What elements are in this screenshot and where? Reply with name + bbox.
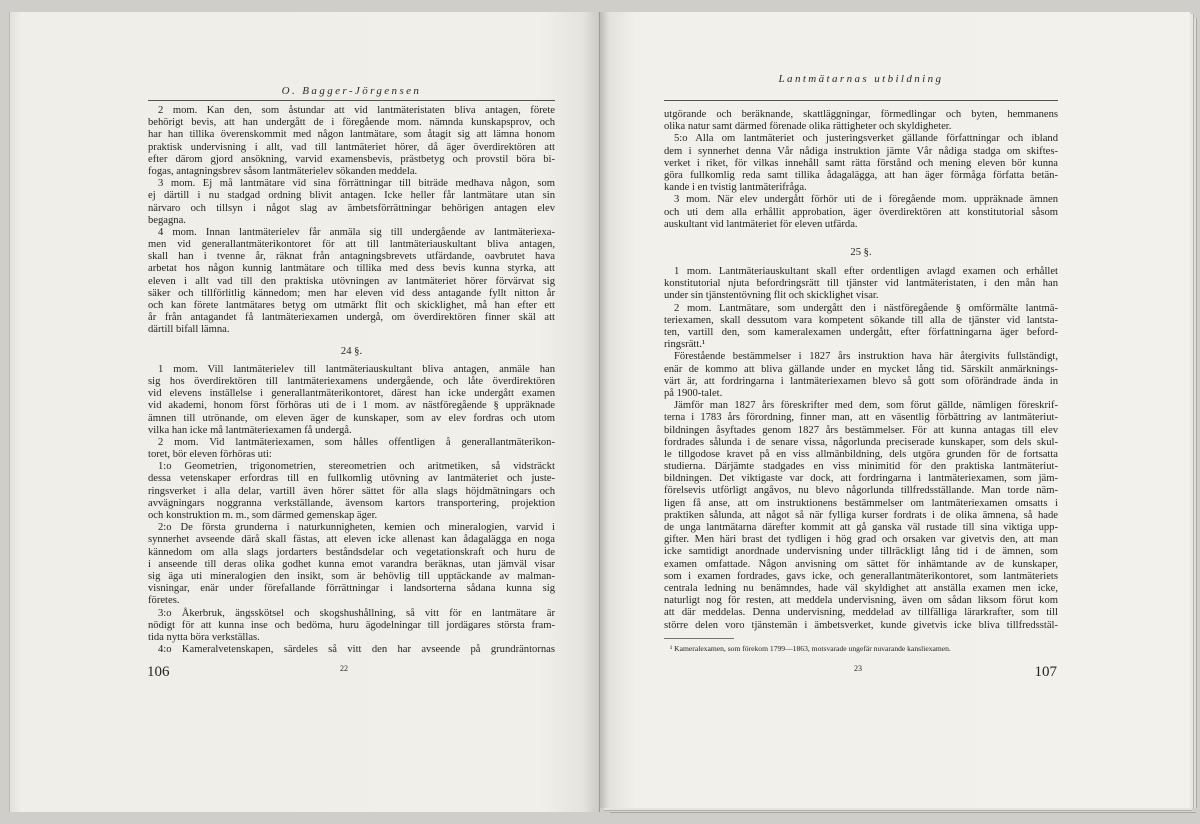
text-line: göra fullkomlig reda samt tillika ådagalägga, att han äger förmåga författa betän- <box>664 169 1058 181</box>
text-line: behörigt bevis, att han undergått de i föregående mom. nämnda kunskapsprov, och <box>148 117 555 129</box>
text-line: sig hos överdirektören till lantmäteriexamens undergående, och låte överdirektören <box>148 375 555 387</box>
running-head-left: O. Bagger-Jörgensen <box>281 85 422 97</box>
text-line: 2 mom. Kan den, som åstundar att vid lantmäteristaten bliva antagen, förete <box>158 105 555 116</box>
text-line: närvaro och tillsyn i något slag av ämbetsförrättningar behörigen antagen elev <box>148 202 555 214</box>
text-line: utgörande och beräknande, skattläggningar, förmedlingar och byten, hemmanens <box>664 109 1058 120</box>
page-number-right: 107 <box>1034 664 1057 680</box>
text-line: examen omfattade. Någon anvisning om sättet för inhämtande av de kunskaper, <box>664 558 1058 570</box>
text-line: praktisk undervisning i allt, vad till lantmäteriet hörer, då äger överdirektören att <box>148 141 555 153</box>
text-line: ten, vartill den, som kameralexamen undergått, efter författningarna äger beford- <box>664 327 1058 339</box>
text-line: under sin tjänstentövning flit och skicklighet visar. <box>664 290 879 302</box>
text-line: 2:o De första grunderna i naturkunnigheten, kemien och mineralogien, varvid i <box>158 522 555 534</box>
text-line: därtill bifall lämna. <box>148 324 230 336</box>
paragraph <box>664 109 1058 133</box>
text-line: konstitutorial njuta befordringsrätt till tjänster vid lantmäteristaten, i den mån han <box>664 278 1058 290</box>
text-line: fogas, antagningsbrev såsom lantmäterielev sökanden meddela. <box>148 165 418 177</box>
text-line: ligen få anse, att om instruktionens bestämmelser om lantmäteriexamen omsatts i <box>664 497 1058 509</box>
text-line: år från antagandet få lantmäteriexamen undergå, om överdirektören finner skäl att <box>148 312 555 324</box>
paragraph <box>148 461 555 522</box>
text-line: terna i 1783 års förordning, finner man, att en väsentlig förbättring av lantmäteriut- <box>664 412 1058 424</box>
text-line: i anseende till deras olika godhet kunna emot varandra beräknas, utan jämväl visar <box>148 558 555 570</box>
text-line: företes. <box>148 595 180 607</box>
text-line: toret, bör eleven förhöras uti: <box>148 449 272 461</box>
text-line: att där meddelas. Denna undervisning, meddelad av tillfälliga lärarkrafter, som till <box>664 607 1058 619</box>
text-line: arbetat hos någon kunnig lantmätare och tillika med dess bevis kunna styrka, att <box>148 263 555 275</box>
footnote: ¹ Kameralexamen, som förekom 1799—1863, motsvarade ungefär nuvarande kansliexamen. <box>670 644 951 653</box>
text-line: bildningen åsyftades genom 1827 års bestämmelser. För att kunna antagas till elev <box>664 424 1058 436</box>
text-line: 3:o Åkerbruk, ängsskötsel och skogshushållning, så vitt för en lantmätare är <box>158 607 555 619</box>
text-line: 1:o Geometrien, trigonometrien, stereometrien och aritmetiken, så vidsträckt <box>158 461 555 473</box>
page-edge <box>1194 18 1197 808</box>
paragraph <box>148 364 555 437</box>
text-line: förelsevis utförligt angåvos, nu blevo någorlunda tillfredsställande. Man torde näm- <box>664 485 1058 497</box>
text-line: ringsrätt.¹ <box>664 339 706 351</box>
text-line: visningar, enär under förefallande förrättningar i landsorterna sådana kunna sig <box>148 583 555 595</box>
text-line: Jämför man 1827 års föreskrifter med dem, som förut gällde, nämligen föreskrif- <box>674 400 1058 412</box>
text-line: har han tillika överenskommit med någon lantmätare, som åtagit sig att lämna honom <box>148 129 555 141</box>
paragraph <box>148 608 555 645</box>
paragraph <box>664 303 1058 352</box>
text-line: gifter. Men häri brast det tydligen i hög grad och orsaken var givetvis den, att man <box>664 534 1058 546</box>
text-line: efter därom gjord ansökning, varvid examensbevis, prästbetyg och provstil böra bi- <box>148 153 555 165</box>
text-line: eleven i allt vad till den praktiska utövningen av lantmäteriet hörer förvärvat sig <box>148 275 555 287</box>
paragraph <box>148 437 555 461</box>
paragraph <box>148 105 555 178</box>
text-line: 2 mom. Vid lantmäteriexamen, som hålles offentligen å generallantmäterikon- <box>158 436 555 448</box>
text-line: synnerhet avseende därå skall fästas, att eleven icke allenast kan ådagalägga en noga <box>148 534 555 546</box>
text-line: verket i riket, för vilkas innehåll samt rätta förstånd och mening eleven bör kunna <box>664 157 1058 169</box>
text-line: dem i synnerhet denna Vår nådiga instruktion jämte Vår nådiga stadga om skiftes- <box>664 145 1058 157</box>
text-line: säker och tillförlitlig kännedom; men har eleven vid dess antagande fyllt nitton år <box>148 287 555 299</box>
paragraph <box>664 351 1058 400</box>
text-line: och uti dem alla erhållit approbation, äger överdirektören att konstitutorial såsom <box>664 206 1058 218</box>
text-line: 5:o Alla om lantmäteriet och justeringsverket gällande författningar och ibland <box>674 133 1058 145</box>
text-line: ämnen till utrönande, om eleven äger de kunskaper, som av elev fordras och utom <box>148 412 555 424</box>
paragraph <box>664 194 1058 231</box>
running-head-rule-right <box>664 100 1058 101</box>
text-line: 2 mom. Lantmätare, som undergått den i nästföregående § omförmälte lantmä- <box>674 302 1058 314</box>
text-line: vid elevens inställelse i generallantmäterikontoret, därest han icke undergått examen <box>148 388 555 400</box>
page-number-left: 106 <box>147 664 170 680</box>
paragraph <box>664 400 1058 632</box>
text-line: teriexamen, skall dessutom vara kompetent sökande till alla de tjänster vid lantsta- <box>664 314 1058 326</box>
book-spine <box>599 12 600 812</box>
paragraph <box>664 266 1058 303</box>
text-line: ej därtill i nu stadgad ordning blivit antagen. Icke heller får lantmätare utan sin <box>148 190 555 202</box>
text-line: kännedom om alla slags jordarters beståndsdelar och vegetationskraft och huru de <box>148 546 555 558</box>
left-text-block <box>148 105 555 656</box>
text-line: fordrades sålunda i de senare vissa, någorlunda preciserade kunskaper, som dels skul- <box>664 436 1058 448</box>
paragraph <box>664 133 1058 194</box>
paragraph <box>148 522 555 607</box>
section-heading: 25 §. <box>850 246 872 258</box>
right-page <box>600 12 1190 808</box>
text-line: le tillgodose kravet på en viss allmänbildning, dels utgöra grunden för de fortsatta <box>664 448 1058 460</box>
paragraph <box>148 227 555 337</box>
left-page <box>10 12 600 812</box>
text-line: enär de kommo att bliva gällande under en mycket lång tid. Särskilt anmärknings- <box>664 363 1058 375</box>
text-line: ringsverket i alla delar, vartill även hörer sättet för alla slags höjdmätningars och <box>148 485 555 497</box>
text-line: och konstruktion m. m., som därmed gemenskap äger. <box>148 510 378 522</box>
text-line: vid akademi, honom först förhöras uti de i 1 mom. av nästföregående § uppräknade <box>148 400 555 412</box>
right-text-block <box>664 109 1058 632</box>
running-head-rule-left <box>148 100 555 101</box>
text-line: bildningen. Det viktigaste var dock, att fordringarna i lantmäteriexamen, som jäm- <box>664 473 1058 485</box>
text-line: icke samtidigt anordnade undervisning under tillräckligt lång tid i de ämnen, som <box>664 546 1058 558</box>
signature-mark-right: 23 <box>854 664 862 673</box>
text-line: begagna. <box>148 214 186 226</box>
text-line: större delen voro tjänstemän i ämbetsverket, kunde givetvis icke bliva tillfredsstäl- <box>664 619 1058 631</box>
text-line: 3 mom. Ej må lantmätare vid sina förrättningar till biträde medhava någon, som <box>158 178 555 190</box>
text-line: praktiken sålunda, att något så när fylliga kurser fordrats i de olika ämnena, så hade <box>664 509 1058 521</box>
text-line: skall han i tvenne år, räknat från antagningsbrevets utfärdande, oavbrutet hava <box>148 251 555 263</box>
text-line: men vid generallantmäterikontoret för att till lantmäteriauskultant bliva antagen, <box>148 239 555 251</box>
page-edge <box>610 811 1196 813</box>
text-line: 1 mom. Lantmäteriauskultant skall efter ordentligen avlagd examen och erhållet <box>674 266 1058 278</box>
text-line: kande i en tvistig lantmäterifråga. <box>664 182 807 194</box>
text-line: 1 mom. Vill lantmäterielev till lantmäteriauskultant bliva antagen, anmäle han <box>158 363 555 375</box>
text-line: värt är, att fordringarna i lantmäteriexamen blevo så gott som oförändrade ända in <box>664 375 1058 387</box>
text-line: avvägningars noggranna verkställande, ävensom kartors transportering, projektion <box>148 497 555 509</box>
text-line: olika natur samt därmed förenade olika rättigheter och skyldigheter. <box>664 121 952 133</box>
signature-mark-left: 22 <box>340 664 348 673</box>
text-line: som i examen fordrades, gavs icke, och generallantmäterikontoret, som lantmäteriets <box>664 570 1058 582</box>
text-line: sig äga uti mineralogien den insikt, som är behövlig till upptäckande av malman- <box>148 570 555 582</box>
running-head-right: Lantmätarnas utbildning <box>778 73 944 85</box>
text-line: naturligt nog för resten, att meddela undervisning, även om sådan liksom förut kom <box>664 595 1058 607</box>
text-line: 4:o Kameralvetenskapen, särdeles så vitt den har avseende på grundräntornas <box>158 644 555 656</box>
text-line: tida nytta böra verkställas. <box>148 631 260 643</box>
section-heading: 24 §. <box>340 345 363 357</box>
text-line: på 1900-talet. <box>664 387 723 399</box>
paragraph <box>148 178 555 227</box>
text-line: de unga lantmätarna därefter kommit att gå ganska väl rustade till sina viktiga upp- <box>664 522 1058 534</box>
text-line: vilka han icke må lantmäteriexamen få undergå. <box>148 424 352 436</box>
text-line: Förestående bestämmelser i 1827 års instruktion hava här återgivits fullständigt, <box>674 351 1058 363</box>
text-line: auskultant vid lantmäteriet för eleven utfärda. <box>664 218 858 230</box>
text-line: nödigt för att kunna inse och bedöma, huru ägodelningar till jordägares största fram- <box>148 619 555 631</box>
footnote-rule <box>664 638 734 639</box>
text-line: dessa vetenskaper erfordras till en fullkomlig utövning av lantmäteriet och juste- <box>148 473 555 485</box>
text-line: och kan förete lantmätares betyg om utmärkt flit och skicklighet, må han efter ett <box>148 300 555 311</box>
text-line: 3 mom. När elev undergått förhör uti de i föregående mom. uppräknade ämnen <box>674 194 1058 206</box>
text-line: studierna. Därjämte stadgades en viss minimitid för den praktiska lantmäteriut- <box>664 461 1058 473</box>
paragraph <box>148 644 555 656</box>
text-line: 4 mom. Innan lantmäterielev får anmäla sig till undergående av lantmäteriexa- <box>158 226 555 238</box>
text-line: centrala ledning nu benämndes, hade väl skyldighet att anställa examen men icke, <box>664 582 1058 594</box>
